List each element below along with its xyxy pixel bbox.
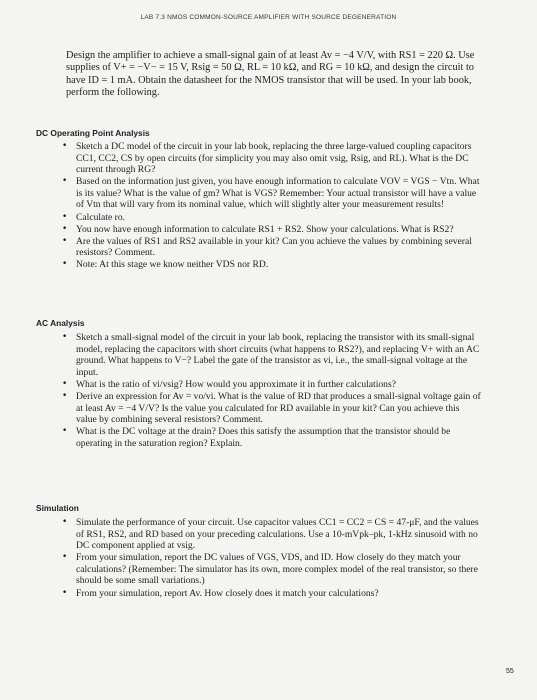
list-item: • Derive an expression for Av = vo/vi. What is the value of RD that produces a small-signal voltage gain of at least Av = −4 V/V? Is the value you calculated for RD available in your kit? Can you achieve this value by combining several resistors? Comment. — [62, 391, 482, 426]
list-item: • What is the ratio of vi/vsig? How would you approximate it in further calculations? — [62, 379, 482, 391]
section-title-dc: DC Operating Point Analysis — [36, 128, 150, 138]
intro-paragraph: Design the amplifier to achieve a small-signal gain of at least Av = −4 V/V, with RS1 = 220 Ω. Use supplies of V+ = −V− = 15 V, Rsig = 50 Ω, RL = 10 kΩ, and RG = 10 kΩ, and design the circuit to have ID = 1 mA. Obtain the datasheet for the NMOS transistor that will be used. In your lab book, perform the following. — [66, 50, 475, 99]
list-item: • You now have enough information to calculate RS1 + RS2. Show your calculations. What is RS2? — [62, 224, 482, 236]
list-item: • Are the values of RS1 and RS2 available in your kit? Can you achieve the values by combining several resistors? Comment. — [62, 236, 482, 259]
section-title-ac: AC Analysis — [36, 318, 85, 328]
running-header: LAB 7.3 NMOS COMMON-SOURCE AMPLIFIER WITH SOURCE DEGENERATION — [140, 14, 397, 21]
dc-analysis-list — [62, 141, 482, 272]
simulation-list — [62, 517, 482, 600]
list-item: • Note: At this stage we know neither VDS nor RD. — [62, 259, 482, 271]
list-item: • Calculate ro. — [62, 212, 482, 224]
list-item: • What is the DC voltage at the drain? Does this satisfy the assumption that the transistor should be operating in the saturation region? Explain. — [62, 426, 482, 449]
ac-analysis-list — [62, 332, 482, 450]
page-number: 55 — [506, 668, 514, 675]
section-title-simulation: Simulation — [36, 503, 79, 513]
list-item: • Simulate the performance of your circuit. Use capacitor values CC1 = CC2 = CS = 47-μF, and the values of RS1, RS2, and RD based on your preceding calculations. Use a 10-mVpk–pk, 1-kHz sinusoid with no DC component applied at vsig. — [62, 517, 482, 552]
list-item: • From your simulation, report the DC values of VGS, VDS, and ID. How closely do they match your calculations? (Remember: The simulator has its own, more complex model of the real transistor, so there should be some small variations.) — [62, 552, 482, 587]
list-item: • From your simulation, report Av. How closely does it match your calculations? — [62, 588, 482, 600]
list-item: • Sketch a small-signal model of the circuit in your lab book, replacing the transistor with its small-signal model, replacing the capacitors with short circuits (what happens to RS2?), and replacing V+ with an AC ground. What happens to V−? Label the gate of the transistor as vi, i.e., the small-signal voltage at the input. — [62, 332, 482, 378]
list-item: • Sketch a DC model of the circuit in your lab book, replacing the three large-valued coupling capacitors CC1, CC2, CS by open circuits (for simplicity you may also omit vsig, Rsig, and RL). What is the DC current through RG? — [62, 141, 482, 176]
list-item: • Based on the information just given, you have enough information to calculate VOV = VGS − Vtn. What is its value? What is the value of gm? What is VGS? Remember: Your actual transistor will have a value of Vtn that will vary from its nominal value, which will slightly alter your measurement results! — [62, 176, 482, 211]
